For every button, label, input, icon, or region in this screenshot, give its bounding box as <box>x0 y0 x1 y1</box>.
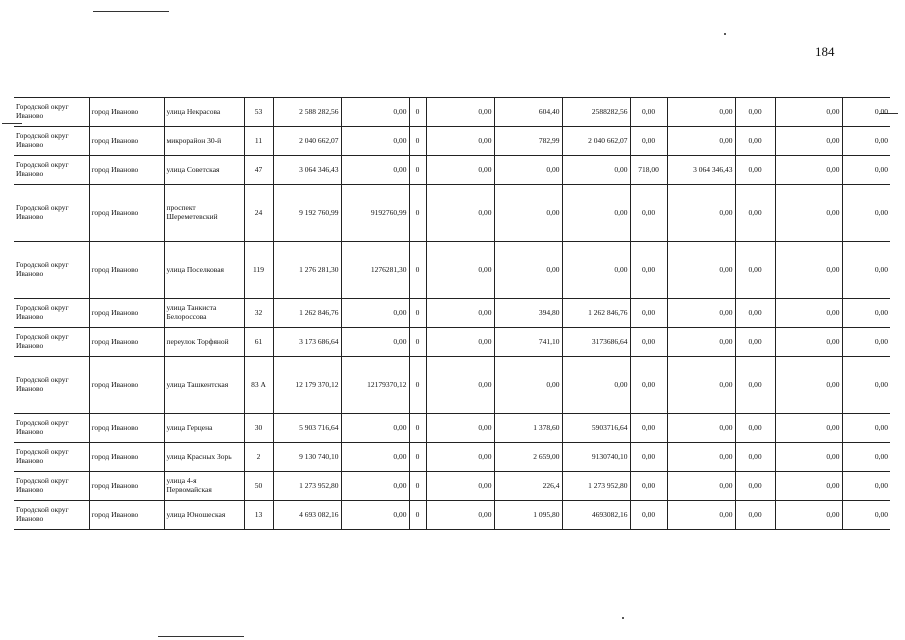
cell-municipality: Городской округ Иваново <box>14 501 89 530</box>
cell-settlement: город Иваново <box>89 127 164 156</box>
cell-cost-b: 0,00 <box>426 328 494 357</box>
cell-total-cost: 1 273 952,80 <box>273 472 341 501</box>
cell-cost-g: 0,00 <box>842 299 890 328</box>
cell-cost-e: 0,00 <box>735 443 775 472</box>
cell-cost-a: 0,00 <box>341 443 409 472</box>
cell-house-number: 83 А <box>244 357 273 414</box>
cell-cost-d: 0,00 <box>667 501 735 530</box>
cell-cost-a: 0,00 <box>341 299 409 328</box>
cell-cost-f: 0,00 <box>775 156 842 185</box>
cell-area-d: 0,00 <box>630 242 667 299</box>
cell-cost-e: 0,00 <box>735 357 775 414</box>
table-row <box>14 472 890 501</box>
cell-municipality: Городской округ Иваново <box>14 127 89 156</box>
table-row <box>14 185 890 242</box>
table-row <box>14 357 890 414</box>
cell-cost-c: 4693082,16 <box>562 501 630 530</box>
cell-area-c: 604,40 <box>494 98 562 127</box>
cell-cost-d: 0,00 <box>667 328 735 357</box>
cell-area-c: 226,4 <box>494 472 562 501</box>
cell-cost-b: 0,00 <box>426 185 494 242</box>
cell-cost-a: 1276281,30 <box>341 242 409 299</box>
cell-cost-d: 0,00 <box>667 299 735 328</box>
cell-total-cost: 5 903 716,64 <box>273 414 341 443</box>
cell-area-c: 1 095,80 <box>494 501 562 530</box>
table-row <box>14 299 890 328</box>
cell-area-d: 0,00 <box>630 472 667 501</box>
cell-cost-c: 0,00 <box>562 242 630 299</box>
cell-street: улица Советская <box>164 156 244 185</box>
cell-house-number: 50 <box>244 472 273 501</box>
cell-cost-g: 0,00 <box>842 98 890 127</box>
cell-street: улица Юношеская <box>164 501 244 530</box>
cell-area-d: 0,00 <box>630 443 667 472</box>
cell-settlement: город Иваново <box>89 443 164 472</box>
cell-house-number: 119 <box>244 242 273 299</box>
cell-house-number: 53 <box>244 98 273 127</box>
cell-cost-g: 0,00 <box>842 443 890 472</box>
cell-cost-a: 12179370,12 <box>341 357 409 414</box>
table-row <box>14 127 890 156</box>
budget-table <box>14 97 890 530</box>
cell-area-d: 0,00 <box>630 357 667 414</box>
cell-street: переулок Торфяной <box>164 328 244 357</box>
cell-count-b: 0 <box>409 328 426 357</box>
cell-area-d: 0,00 <box>630 299 667 328</box>
cell-cost-f: 0,00 <box>775 299 842 328</box>
cell-municipality: Городской округ Иваново <box>14 98 89 127</box>
cell-count-b: 0 <box>409 185 426 242</box>
cell-house-number: 13 <box>244 501 273 530</box>
table-row <box>14 501 890 530</box>
table-body <box>14 98 890 530</box>
cell-settlement: город Иваново <box>89 357 164 414</box>
cell-total-cost: 1 276 281,30 <box>273 242 341 299</box>
cell-municipality: Городской округ Иваново <box>14 443 89 472</box>
cell-street: микрорайон 30-й <box>164 127 244 156</box>
cell-area-d: 0,00 <box>630 328 667 357</box>
cell-municipality: Городской округ Иваново <box>14 472 89 501</box>
cell-street: улица Некрасова <box>164 98 244 127</box>
cell-area-c: 0,00 <box>494 242 562 299</box>
cell-street: улица Ташкентская <box>164 357 244 414</box>
cell-house-number: 11 <box>244 127 273 156</box>
cell-cost-c: 1 273 952,80 <box>562 472 630 501</box>
cell-house-number: 47 <box>244 156 273 185</box>
cell-cost-e: 0,00 <box>735 127 775 156</box>
cell-count-b: 0 <box>409 414 426 443</box>
scan-mark-top <box>93 11 169 12</box>
cell-street: улица 4-я Первомайская <box>164 472 244 501</box>
cell-house-number: 24 <box>244 185 273 242</box>
cell-settlement: город Иваново <box>89 501 164 530</box>
cell-cost-b: 0,00 <box>426 156 494 185</box>
cell-cost-c: 3173686,64 <box>562 328 630 357</box>
cell-cost-f: 0,00 <box>775 443 842 472</box>
cell-cost-f: 0,00 <box>775 472 842 501</box>
cell-cost-e: 0,00 <box>735 299 775 328</box>
cell-total-cost: 12 179 370,12 <box>273 357 341 414</box>
cell-cost-b: 0,00 <box>426 98 494 127</box>
cell-cost-c: 0,00 <box>562 156 630 185</box>
cell-house-number: 30 <box>244 414 273 443</box>
cell-cost-b: 0,00 <box>426 357 494 414</box>
cell-cost-d: 0,00 <box>667 185 735 242</box>
cell-cost-f: 0,00 <box>775 242 842 299</box>
cell-municipality: Городской округ Иваново <box>14 185 89 242</box>
cell-area-c: 394,80 <box>494 299 562 328</box>
cell-settlement: город Иваново <box>89 414 164 443</box>
cell-settlement: город Иваново <box>89 156 164 185</box>
cell-area-c: 782,99 <box>494 127 562 156</box>
scan-mark-bottom <box>158 636 244 637</box>
cell-cost-c: 5903716,64 <box>562 414 630 443</box>
cell-cost-g: 0,00 <box>842 414 890 443</box>
cell-cost-g: 0,00 <box>842 242 890 299</box>
cell-total-cost: 2 040 662,07 <box>273 127 341 156</box>
cell-total-cost: 1 262 846,76 <box>273 299 341 328</box>
cell-cost-e: 0,00 <box>735 185 775 242</box>
cell-municipality: Городской округ Иваново <box>14 156 89 185</box>
cell-street: проспект Шереметевский <box>164 185 244 242</box>
cell-count-b: 0 <box>409 242 426 299</box>
cell-cost-g: 0,00 <box>842 127 890 156</box>
cell-cost-c: 9130740,10 <box>562 443 630 472</box>
cell-cost-f: 0,00 <box>775 414 842 443</box>
cell-municipality: Городской округ Иваново <box>14 414 89 443</box>
cell-municipality: Городской округ Иваново <box>14 328 89 357</box>
cell-settlement: город Иваново <box>89 472 164 501</box>
cell-cost-g: 0,00 <box>842 185 890 242</box>
cell-cost-g: 0,00 <box>842 328 890 357</box>
table-row <box>14 242 890 299</box>
cell-area-c: 1 378,60 <box>494 414 562 443</box>
cell-area-c: 2 659,00 <box>494 443 562 472</box>
cell-area-d: 718,00 <box>630 156 667 185</box>
page-number: 184 <box>815 44 835 59</box>
cell-total-cost: 3 173 686,64 <box>273 328 341 357</box>
cell-street: улица Красных Зорь <box>164 443 244 472</box>
cell-cost-e: 0,00 <box>735 156 775 185</box>
cell-cost-c: 1 262 846,76 <box>562 299 630 328</box>
table-row <box>14 414 890 443</box>
cell-cost-a: 0,00 <box>341 156 409 185</box>
cell-area-c: 741,10 <box>494 328 562 357</box>
cell-count-b: 0 <box>409 127 426 156</box>
cell-cost-b: 0,00 <box>426 443 494 472</box>
cell-area-d: 0,00 <box>630 414 667 443</box>
cell-cost-e: 0,00 <box>735 242 775 299</box>
cell-cost-e: 0,00 <box>735 98 775 127</box>
cell-settlement: город Иваново <box>89 328 164 357</box>
cell-count-b: 0 <box>409 357 426 414</box>
cell-street: улица Танкиста Белороссова <box>164 299 244 328</box>
cell-cost-d: 0,00 <box>667 472 735 501</box>
cell-total-cost: 9 130 740,10 <box>273 443 341 472</box>
cell-house-number: 32 <box>244 299 273 328</box>
cell-cost-a: 0,00 <box>341 127 409 156</box>
scan-dot <box>724 33 726 35</box>
cell-cost-e: 0,00 <box>735 414 775 443</box>
cell-cost-g: 0,00 <box>842 501 890 530</box>
cell-cost-c: 2 040 662,07 <box>562 127 630 156</box>
cell-settlement: город Иваново <box>89 98 164 127</box>
cell-cost-b: 0,00 <box>426 414 494 443</box>
cell-cost-d: 0,00 <box>667 357 735 414</box>
cell-count-b: 0 <box>409 156 426 185</box>
cell-house-number: 2 <box>244 443 273 472</box>
cell-cost-d: 3 064 346,43 <box>667 156 735 185</box>
scan-dot <box>622 617 624 619</box>
cell-cost-d: 0,00 <box>667 414 735 443</box>
cell-count-b: 0 <box>409 98 426 127</box>
cell-cost-f: 0,00 <box>775 357 842 414</box>
cell-cost-g: 0,00 <box>842 156 890 185</box>
cell-cost-d: 0,00 <box>667 98 735 127</box>
cell-area-d: 0,00 <box>630 185 667 242</box>
cell-cost-a: 0,00 <box>341 501 409 530</box>
cell-cost-b: 0,00 <box>426 501 494 530</box>
cell-municipality: Городской округ Иваново <box>14 299 89 328</box>
cell-house-number: 61 <box>244 328 273 357</box>
cell-cost-e: 0,00 <box>735 328 775 357</box>
cell-cost-f: 0,00 <box>775 501 842 530</box>
cell-cost-e: 0,00 <box>735 472 775 501</box>
cell-cost-d: 0,00 <box>667 242 735 299</box>
table-row <box>14 443 890 472</box>
cell-area-c: 0,00 <box>494 156 562 185</box>
cell-cost-g: 0,00 <box>842 472 890 501</box>
cell-cost-f: 0,00 <box>775 185 842 242</box>
cell-count-b: 0 <box>409 501 426 530</box>
cell-settlement: город Иваново <box>89 299 164 328</box>
table-row <box>14 156 890 185</box>
cell-cost-f: 0,00 <box>775 98 842 127</box>
cell-settlement: город Иваново <box>89 185 164 242</box>
cell-area-c: 0,00 <box>494 185 562 242</box>
cell-cost-c: 0,00 <box>562 185 630 242</box>
cell-cost-d: 0,00 <box>667 127 735 156</box>
cell-total-cost: 9 192 760,99 <box>273 185 341 242</box>
cell-cost-c: 2588282,56 <box>562 98 630 127</box>
table-row <box>14 98 890 127</box>
cell-count-b: 0 <box>409 472 426 501</box>
cell-cost-b: 0,00 <box>426 472 494 501</box>
cell-area-d: 0,00 <box>630 501 667 530</box>
cell-area-c: 0,00 <box>494 357 562 414</box>
cell-count-b: 0 <box>409 443 426 472</box>
cell-cost-c: 0,00 <box>562 357 630 414</box>
cell-count-b: 0 <box>409 299 426 328</box>
cell-cost-f: 0,00 <box>775 328 842 357</box>
cell-cost-e: 0,00 <box>735 501 775 530</box>
cell-settlement: город Иваново <box>89 242 164 299</box>
cell-municipality: Городской округ Иваново <box>14 357 89 414</box>
cell-total-cost: 3 064 346,43 <box>273 156 341 185</box>
cell-area-d: 0,00 <box>630 127 667 156</box>
cell-cost-b: 0,00 <box>426 242 494 299</box>
cell-cost-b: 0,00 <box>426 127 494 156</box>
cell-municipality: Городской округ Иваново <box>14 242 89 299</box>
cell-cost-f: 0,00 <box>775 127 842 156</box>
cell-cost-a: 0,00 <box>341 414 409 443</box>
cell-total-cost: 4 693 082,16 <box>273 501 341 530</box>
cell-cost-g: 0,00 <box>842 357 890 414</box>
cell-total-cost: 2 588 282,56 <box>273 98 341 127</box>
cell-cost-b: 0,00 <box>426 299 494 328</box>
cell-street: улица Герцена <box>164 414 244 443</box>
cell-street: улица Поселковая <box>164 242 244 299</box>
cell-cost-a: 9192760,99 <box>341 185 409 242</box>
cell-area-d: 0,00 <box>630 98 667 127</box>
cell-cost-d: 0,00 <box>667 443 735 472</box>
cell-cost-a: 0,00 <box>341 98 409 127</box>
cell-cost-a: 0,00 <box>341 328 409 357</box>
cell-cost-a: 0,00 <box>341 472 409 501</box>
table-row <box>14 328 890 357</box>
